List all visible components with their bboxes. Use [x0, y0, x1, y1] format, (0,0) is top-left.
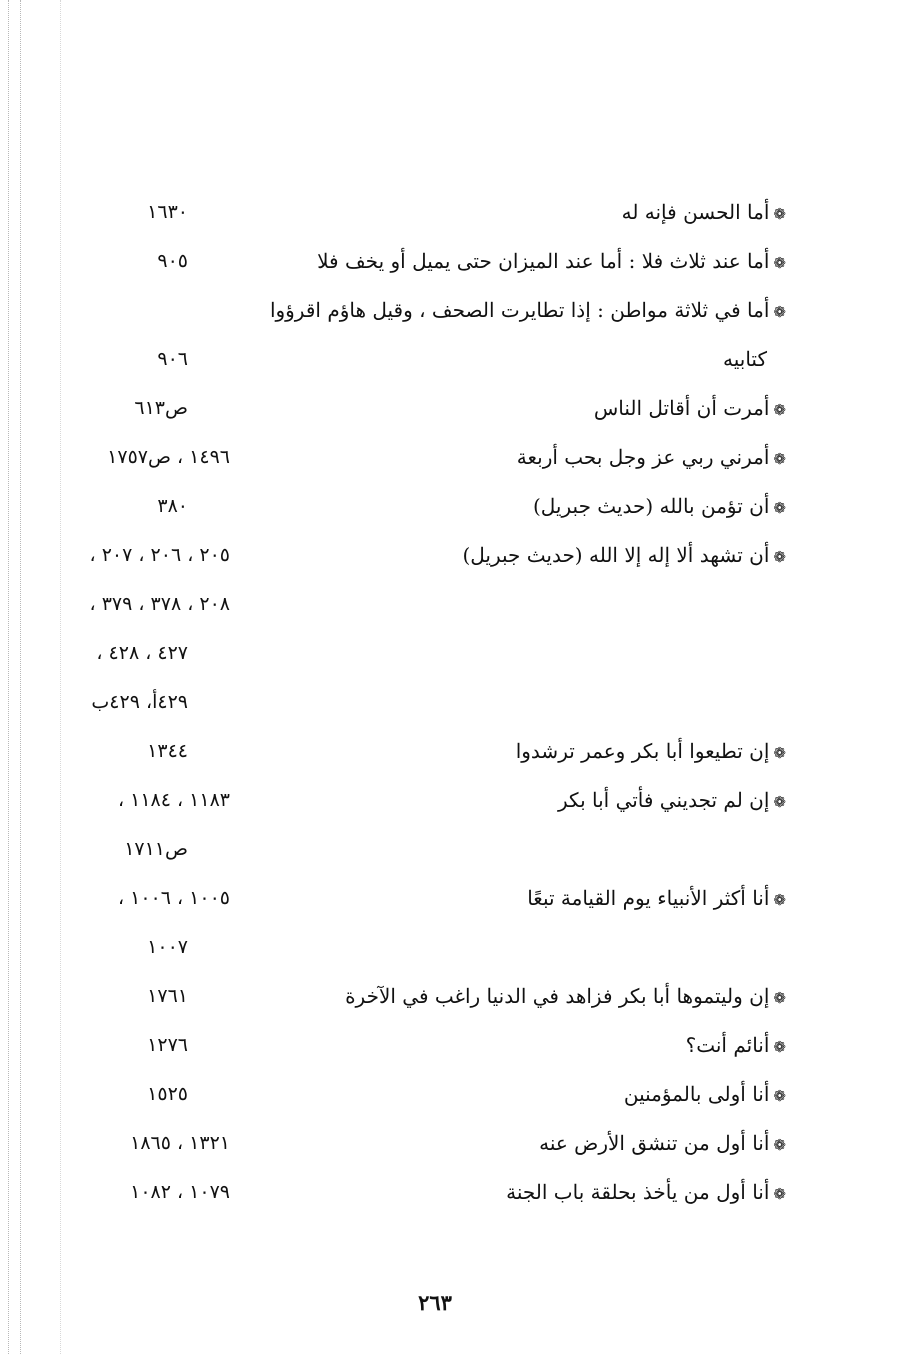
- bullet-star-icon: ❁: [773, 891, 786, 909]
- index-row: [0, 776, 922, 825]
- index-entry: [527, 884, 786, 914]
- index-row: [0, 188, 922, 237]
- index-row: [0, 923, 922, 972]
- entry-reference: ٤٢٩أ، ٤٢٩ب: [91, 691, 188, 713]
- index-entry: [270, 296, 786, 326]
- entry-text: أن تؤمن بالله (حديث جبريل): [532, 494, 770, 518]
- entry-reference: ٣٨٠: [157, 495, 188, 517]
- index-row: [0, 629, 922, 678]
- index-row: [0, 580, 922, 629]
- index-entry: [533, 492, 786, 522]
- bullet-star-icon: ❁: [773, 1038, 786, 1056]
- bullet-star-icon: ❁: [773, 401, 786, 419]
- bullet-star-icon: ❁: [773, 989, 786, 1007]
- entry-text: أنا أكثر الأنبياء يوم القيامة تبعًا: [527, 886, 770, 910]
- index-row: [0, 433, 922, 482]
- index-entries: [0, 188, 922, 1217]
- entry-text: إن لم تجديني فأتي أبا بكر: [557, 788, 770, 812]
- bullet-star-icon: ❁: [773, 1185, 786, 1203]
- index-row: [0, 384, 922, 433]
- entry-reference: ٩٠٦: [157, 348, 188, 370]
- entry-reference: ص٦١٣: [134, 397, 188, 419]
- index-row: [0, 1021, 922, 1070]
- index-row: [0, 1070, 922, 1119]
- bullet-star-icon: ❁: [773, 1087, 786, 1105]
- index-row: [0, 727, 922, 776]
- index-entry: [462, 541, 786, 571]
- entry-reference: ١٣٢١ ، ١٨٦٥: [130, 1132, 230, 1154]
- index-entry: [317, 247, 786, 277]
- entry-text: أمرني ربي عز وجل بحب أربعة: [516, 445, 770, 469]
- bullet-star-icon: ❁: [773, 254, 786, 272]
- bullet-star-icon: ❁: [773, 303, 786, 321]
- index-row: [0, 482, 922, 531]
- index-row: [0, 1168, 922, 1217]
- entry-reference: ٢٠٨ ، ٣٧٨ ، ٣٧٩ ،: [89, 593, 230, 615]
- index-row: [0, 874, 922, 923]
- entry-reference: ١٠٧٩ ، ١٠٨٢: [130, 1181, 230, 1203]
- entry-reference: ١٤٩٦ ، ص١٧٥٧: [107, 446, 230, 468]
- entry-reference: ص١٧١١: [124, 838, 188, 860]
- entry-text: إن وليتموها أبا بكر فزاهد في الدنيا راغب في الآخرة: [345, 984, 770, 1008]
- bullet-star-icon: ❁: [773, 744, 786, 762]
- index-entry: [622, 198, 786, 228]
- entry-text: أما عند ثلاث فلا : أما عند الميزان حتى يميل أو يخف فلا: [317, 249, 770, 273]
- index-row: [0, 1119, 922, 1168]
- entry-text: أنائم أنت؟: [685, 1033, 770, 1057]
- entry-reference: ١٠٠٧: [147, 936, 188, 958]
- index-entry: [345, 982, 786, 1012]
- entry-reference: ٤٢٧ ، ٤٢٨ ،: [96, 642, 188, 664]
- index-row: [0, 335, 922, 384]
- entry-text: كتابيه: [723, 347, 767, 371]
- entry-reference: ١٢٧٦: [147, 1034, 188, 1056]
- index-entry: [558, 786, 786, 816]
- entry-text: أما الحسن فإنه له: [621, 200, 770, 224]
- index-entry: [594, 394, 786, 424]
- entry-reference: ١٦٣٠: [147, 201, 188, 223]
- entry-text: أنا أول من تنشق الأرض عنه: [539, 1131, 770, 1155]
- entry-text: أما في ثلاثة مواطن : إذا تطايرت الصحف ، وقيل هاؤم اقرؤوا: [269, 298, 770, 322]
- bullet-star-icon: ❁: [773, 548, 786, 566]
- entry-reference: ١١٨٣ ، ١١٨٤ ،: [117, 789, 230, 811]
- bullet-star-icon: ❁: [773, 499, 786, 517]
- index-entry: [517, 443, 786, 473]
- entry-reference: ١٧٦١: [147, 985, 188, 1007]
- bullet-star-icon: ❁: [773, 205, 786, 223]
- page-number: ٢٦٣: [418, 1290, 452, 1315]
- entry-reference: ١٠٠٥ ، ١٠٠٦ ،: [117, 887, 230, 909]
- index-row: [0, 678, 922, 727]
- entry-reference: ٢٠٥ ، ٢٠٦ ، ٢٠٧ ،: [89, 544, 230, 566]
- bullet-star-icon: ❁: [773, 793, 786, 811]
- index-entry: [624, 1080, 786, 1110]
- bullet-star-icon: ❁: [773, 450, 786, 468]
- index-row: [0, 531, 922, 580]
- index-row: [0, 237, 922, 286]
- index-entry: [686, 1031, 786, 1061]
- entry-reference: ١٣٤٤: [147, 740, 188, 762]
- index-row: [0, 825, 922, 874]
- entry-text: أنا أول من يأخذ بحلقة باب الجنة: [506, 1180, 770, 1204]
- entry-reference: ٩٠٥: [157, 250, 188, 272]
- entry-text: أن تشهد ألا إله إلا الله (حديث جبريل): [462, 543, 770, 567]
- index-row: [0, 972, 922, 1021]
- entry-text: أمرت أن أقاتل الناس: [593, 396, 770, 420]
- entry-reference: ١٥٢٥: [147, 1083, 188, 1105]
- bullet-star-icon: ❁: [773, 1136, 786, 1154]
- entry-text: أنا أولى بالمؤمنين: [623, 1082, 770, 1106]
- index-entry-continuation: [723, 345, 767, 373]
- index-entry: [506, 1178, 786, 1208]
- index-entry: [539, 1129, 786, 1159]
- entry-text: إن تطيعوا أبا بكر وعمر ترشدوا: [515, 739, 770, 763]
- index-entry: [516, 737, 786, 767]
- index-row: [0, 286, 922, 335]
